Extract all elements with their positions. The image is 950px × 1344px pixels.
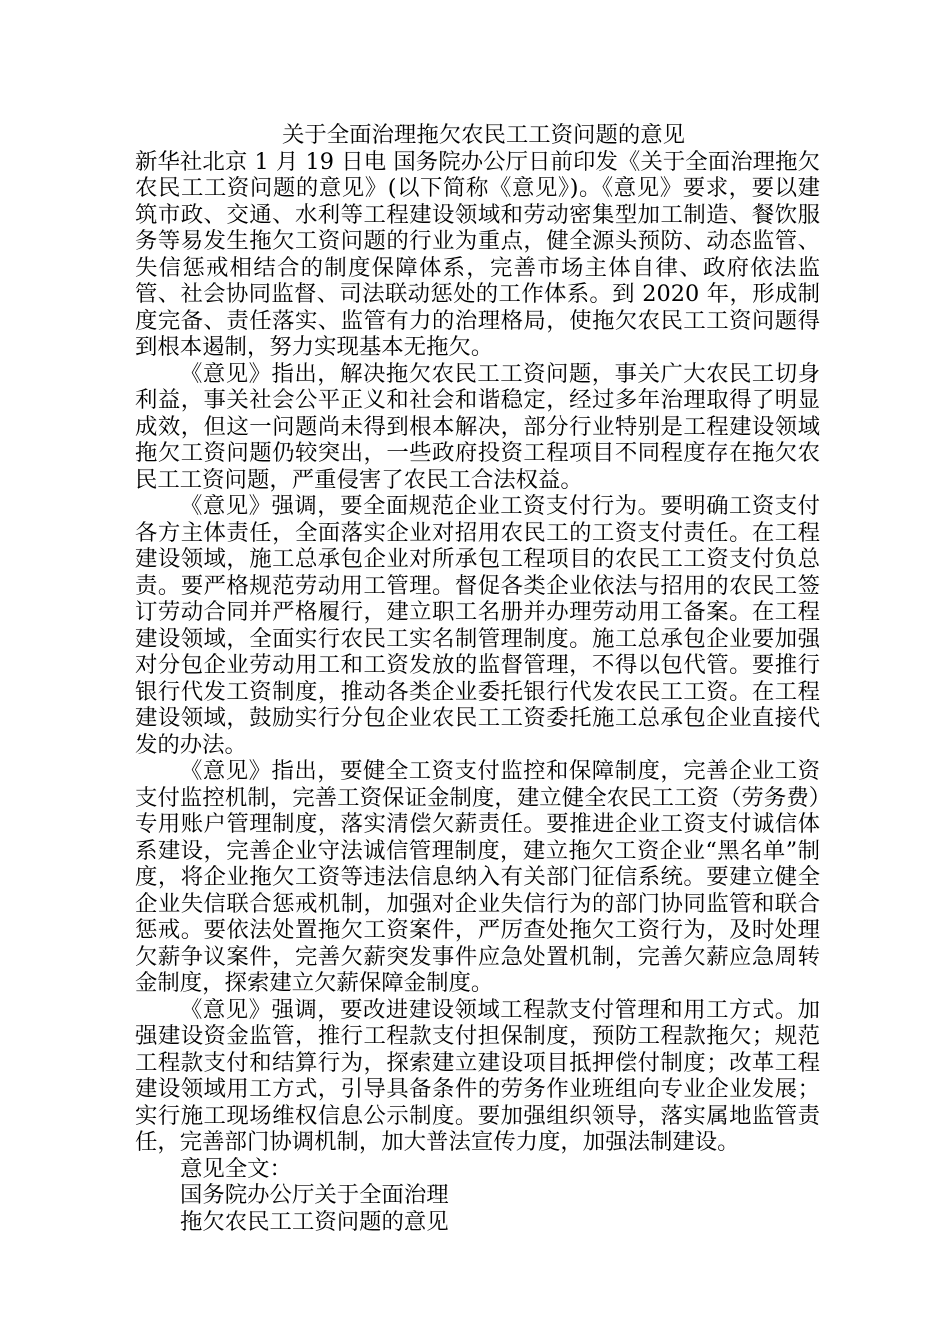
fulltext-title-line-1: 国务院办公厅关于全面治理 xyxy=(180,1182,449,1208)
paragraph-4: 《意见》指出，要健全工资支付监控和保障制度，完善企业工资支付监控机制，完善工资保证金制度，建立健全农民工工资（劳务费）专用账户管理制度，落实清偿欠薪责任。要推进企业工资支付诚信体系建设，完善企业守法诚信管理制度，建立拖欠工资企业“黑名单”制度，将企业拖欠工资等违法信息纳入有关部门征信系统。要建立健全企业失信联合惩戒机制，加强对企业失信行为的部门协同监管和联合惩戒。要依法处置拖欠工资案件，严厉查处拖欠工资行为，及时处理欠薪争议案件，完善欠薪突发事件应急处置机制，完善欠薪应急周转金制度，探索建立欠薪保障金制度。 xyxy=(135,758,820,996)
fulltext-title-line-2: 拖欠农民工工资问题的意见 xyxy=(180,1208,449,1235)
paragraph-5: 《意见》强调，要改进建设领域工程款支付管理和用工方式。加强建设资金监管，推行工程款支付担保制度，预防工程款拖欠；规范工程款支付和结算行为，探索建立建设项目抵押偿付制度；改革工程建设领域用工方式，引导具备条件的劳务作业班组向专业企业发展；实行施工现场维权信息公示制度。要加强组织领导，落实属地监管责任，完善部门协调机制，加大普法宣传力度，加强法制建设。 xyxy=(135,996,820,1155)
paragraph-2: 《意见》指出，解决拖欠农民工工资问题，事关广大农民工切身利益，事关社会公平正义和社会和谐稳定，经过多年治理取得了明显成效，但这一问题尚未得到根本解决，部分行业特别是工程建设领域拖欠工资问题仍较突出，一些政府投资工程项目不同程度存在拖欠农民工工资问题，严重侵害了农民工合法权益。 xyxy=(135,360,820,493)
document-title: 关于全面治理拖欠农民工工资问题的意见 xyxy=(281,122,686,148)
paragraph-1: 新华社北京 1 月 19 日电 国务院办公厅日前印发《关于全面治理拖欠农民工工资问题的意见》(以下简称《意见》)。《意见》要求，要以建筑市政、交通、水利等工程建设领域和劳动密集型加工制造、餐饮服务等易发生拖欠工资问题的行业为重点，健全源头预防、动态监管、失信惩戒相结合的制度保障体系，完善市场主体自律、政府依法监管、社会协同监督、司法联动惩处的工作体系。到 2020 年，形成制度完备、责任落实、监管有力的治理格局，使拖欠农民工工资问题得到根本遏制，努力实现基本无拖欠。 xyxy=(135,148,820,360)
document-page xyxy=(135,122,820,1235)
paragraph-3: 《意见》强调，要全面规范企业工资支付行为。要明确工资支付各方主体责任，全面落实企业对招用农民工的工资支付责任。在工程建设领域，施工总承包企业对所承包工程项目的农民工工资支付负总责。要严格规范劳动用工管理。督促各类企业依法与招用的农民工签订劳动合同并严格履行，建立职工名册并办理劳动用工备案。在工程建设领域，全面实行农民工实名制管理制度。施工总承包企业要加强对分包企业劳动用工和工资发放的监督管理，不得以包代管。要推行银行代发工资制度，推动各类企业委托银行代发农民工工资。在工程建设领域，鼓励实行分包企业农民工工资委托施工总承包企业直接代发的办法。 xyxy=(135,493,820,758)
fulltext-label: 意见全文： xyxy=(180,1155,292,1182)
